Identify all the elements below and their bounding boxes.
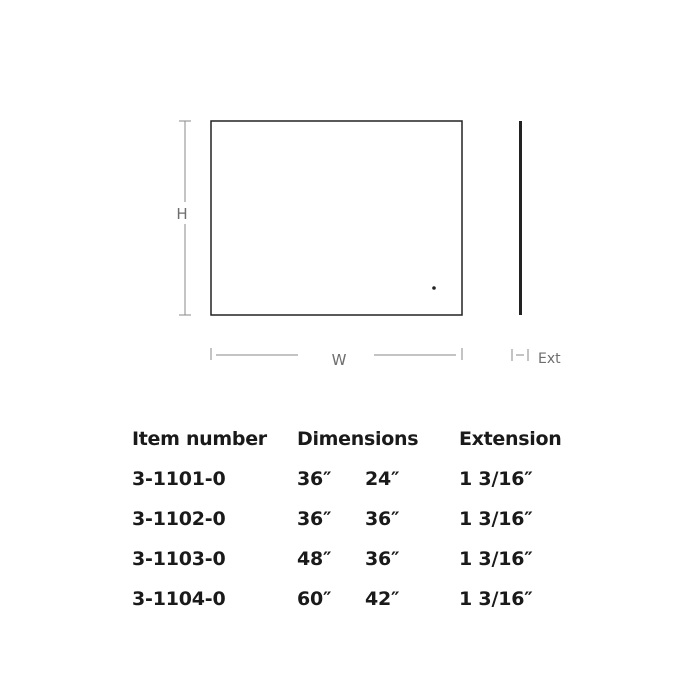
item-number: 3-1102-0 [132,508,226,530]
item-number: 3-1101-0 [132,468,226,490]
table-row [132,588,572,628]
item-number: 3-1104-0 [132,588,226,610]
extension-value: 1 3/16″ [459,588,533,610]
height-value: 36″ [365,548,400,570]
width-value: 36″ [297,468,332,490]
height-value: 36″ [365,508,400,530]
table-row [132,468,572,508]
mirror-side-profile [519,121,522,315]
width-value: 36″ [297,508,332,530]
header-dimensions: Dimensions [297,428,419,450]
extension-value: 1 3/16″ [459,548,533,570]
height-value: 24″ [365,468,400,490]
table-row [132,508,572,548]
mirror-front-view [211,121,462,315]
width-value: 60″ [297,588,332,610]
header-item-number: Item number [132,428,267,450]
width-value: 48″ [297,548,332,570]
height-value: 42″ [365,588,400,610]
extension-value: 1 3/16″ [459,468,533,490]
item-number: 3-1103-0 [132,548,226,570]
height-dimension [170,121,194,315]
table-row [132,548,572,588]
sensor-dot [432,286,436,290]
height-label: H [176,205,188,223]
width-label: W [331,351,347,369]
header-extension: Extension [459,428,562,450]
spec-table [132,428,572,628]
table-header [132,428,572,468]
width-dimension [211,348,462,369]
extension-label: Ext [538,351,561,367]
extension-dimension [512,349,561,367]
extension-value: 1 3/16″ [459,508,533,530]
